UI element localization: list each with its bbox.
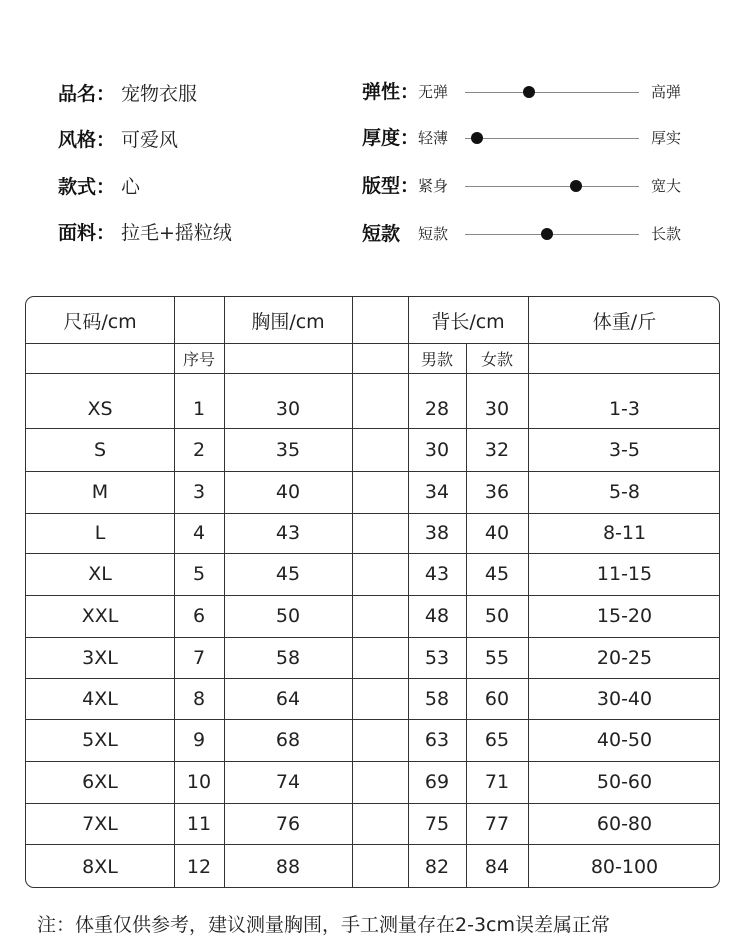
scale-row: [362, 123, 702, 153]
index-cell: 7: [192, 646, 206, 669]
size-cell: 5XL: [82, 729, 118, 751]
size-cell: S: [93, 438, 107, 461]
spec-value: 拉毛+摇粒绒: [121, 221, 232, 244]
index-cell: 9: [192, 729, 206, 751]
weight-cell: 3-5: [608, 438, 641, 461]
female-back-cell: 60: [484, 687, 510, 710]
male-back-cell: 28: [424, 397, 450, 420]
spec-row: [58, 216, 232, 246]
male-back-cell: 43: [424, 563, 450, 585]
scale-key: 弹性：: [362, 81, 420, 103]
scale-right-label: 厚实: [651, 129, 682, 147]
male-back-cell: 34: [424, 481, 450, 503]
scale-left-label: 短款: [418, 225, 449, 243]
female-back-cell: 30: [484, 397, 510, 420]
column-divider: [352, 297, 353, 887]
index-cell: 2: [192, 438, 206, 461]
size-cell: XL: [88, 563, 112, 585]
spec-value: 宠物衣服: [121, 82, 198, 105]
scale-right-label: 长款: [651, 225, 682, 243]
size-cell: 3XL: [82, 646, 118, 669]
female-back-cell: 40: [484, 522, 510, 544]
index-cell: 4: [192, 522, 206, 544]
female-back-cell: 36: [484, 481, 510, 503]
index-cell: 1: [192, 397, 206, 420]
weight-cell: 60-80: [596, 812, 653, 835]
male-back-cell: 63: [424, 729, 450, 751]
scale-row: [362, 77, 702, 107]
male-back-cell: 53: [424, 646, 450, 669]
scale-left-label: 紧身: [418, 177, 449, 195]
chest-cell: 43: [275, 522, 301, 544]
scale-row: [362, 171, 702, 201]
spec-value: 可爱风: [121, 128, 179, 151]
spec-key: 风格：: [58, 128, 116, 151]
male-back-cell: 58: [424, 687, 450, 710]
size-cell: 4XL: [82, 687, 118, 710]
chest-cell: 74: [275, 771, 301, 793]
weight-cell: 50-60: [596, 771, 653, 793]
female-back-cell: 32: [484, 438, 510, 461]
weight-cell: 30-40: [596, 687, 653, 710]
size-cell: XXL: [81, 605, 119, 627]
male-back-cell: 48: [424, 605, 450, 627]
spec-row: [58, 170, 140, 200]
index-cell: 10: [186, 771, 212, 793]
size-cell: 8XL: [82, 855, 118, 878]
spec-key: 面料：: [58, 221, 116, 244]
spec-key: 品名：: [58, 82, 116, 105]
header-size: 尺码/cm: [63, 310, 137, 333]
female-back-cell: 55: [484, 646, 510, 669]
male-back-cell: 69: [424, 771, 450, 793]
size-cell: 7XL: [82, 812, 118, 835]
weight-cell: 11-15: [596, 563, 653, 585]
header-male: 男款: [420, 349, 453, 369]
chest-cell: 30: [275, 397, 301, 420]
row-divider: [26, 373, 719, 374]
weight-cell: 40-50: [596, 729, 653, 751]
scale-left-label: 无弹: [418, 83, 449, 101]
scale-key: 短款: [362, 223, 401, 245]
header-index: 序号: [182, 349, 215, 369]
chest-cell: 40: [275, 481, 301, 503]
scale-knob: [541, 228, 553, 240]
weight-cell: 1-3: [608, 397, 641, 420]
scale-key: 厚度：: [362, 127, 420, 149]
scale-track: [465, 138, 639, 139]
index-cell: 8: [192, 687, 206, 710]
weight-cell: 20-25: [596, 646, 653, 669]
female-back-cell: 71: [484, 771, 510, 793]
weight-cell: 15-20: [596, 605, 653, 627]
size-table: [25, 296, 720, 888]
header-female: 女款: [480, 349, 513, 369]
scale-right-label: 高弹: [651, 83, 682, 101]
chest-cell: 68: [275, 729, 301, 751]
row-divider: [26, 343, 719, 344]
female-back-cell: 77: [484, 812, 510, 835]
female-back-cell: 65: [484, 729, 510, 751]
male-back-cell: 75: [424, 812, 450, 835]
header-back-length: 背长/cm: [431, 310, 505, 333]
scale-key: 版型：: [362, 175, 420, 197]
scale-right-label: 宽大: [651, 177, 682, 195]
header-chest: 胸围/cm: [251, 310, 325, 333]
weight-cell: 8-11: [602, 522, 647, 544]
chest-cell: 50: [275, 605, 301, 627]
scale-knob: [471, 132, 483, 144]
scale-knob: [523, 86, 535, 98]
spec-row: [58, 77, 197, 107]
size-cell: XS: [87, 397, 113, 420]
female-back-cell: 45: [484, 563, 510, 585]
spec-value: 心: [121, 175, 141, 198]
footnote: 注：体重仅供参考，建议测量胸围，手工测量存在2-3cm误差属正常: [37, 914, 610, 936]
scale-track: [465, 186, 639, 187]
spec-row: [58, 123, 178, 153]
male-back-cell: 38: [424, 522, 450, 544]
size-cell: 6XL: [82, 771, 118, 793]
chest-cell: 88: [275, 855, 301, 878]
scale-left-label: 轻薄: [418, 129, 449, 147]
male-back-cell: 82: [424, 855, 450, 878]
chest-cell: 58: [275, 646, 301, 669]
scale-knob: [570, 180, 582, 192]
index-cell: 11: [186, 812, 212, 835]
scale-row: [362, 219, 702, 249]
spec-key: 款式：: [58, 175, 116, 198]
index-cell: 12: [186, 855, 212, 878]
weight-cell: 5-8: [608, 481, 641, 503]
index-cell: 5: [192, 563, 206, 585]
female-back-cell: 84: [484, 855, 510, 878]
chest-cell: 64: [275, 687, 301, 710]
female-back-cell: 50: [484, 605, 510, 627]
scale-track: [465, 92, 639, 93]
index-cell: 6: [192, 605, 206, 627]
chest-cell: 35: [275, 438, 301, 461]
index-cell: 3: [192, 481, 206, 503]
male-back-cell: 30: [424, 438, 450, 461]
header-weight: 体重/斤: [592, 310, 657, 333]
chest-cell: 45: [275, 563, 301, 585]
size-cell: L: [94, 522, 106, 544]
weight-cell: 80-100: [590, 855, 659, 878]
size-cell: M: [91, 481, 109, 503]
chest-cell: 76: [275, 812, 301, 835]
